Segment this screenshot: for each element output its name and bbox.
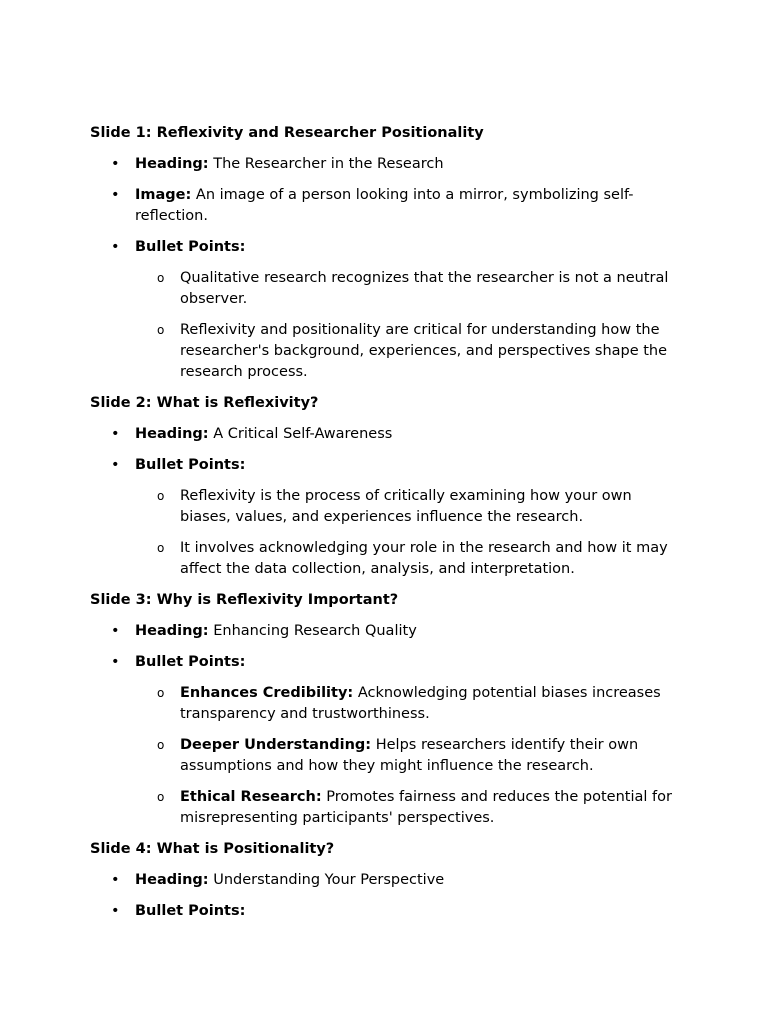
slide-3-bullet-points-item bbox=[90, 652, 680, 673]
circle-bullet-icon: o bbox=[157, 541, 165, 555]
slide-1-section bbox=[90, 123, 680, 383]
item-label: Bullet Points: bbox=[135, 457, 246, 473]
item-label: Heading: bbox=[135, 426, 209, 442]
slide-1-bullet-points-item bbox=[90, 237, 680, 258]
bullet-icon: • bbox=[111, 156, 120, 172]
bullet-icon: • bbox=[111, 426, 120, 442]
bullet-icon: • bbox=[111, 239, 120, 255]
subitem-label: Deeper Understanding: bbox=[180, 737, 372, 753]
item-label: Bullet Points: bbox=[135, 903, 246, 919]
slide-3-section bbox=[90, 590, 680, 829]
item-label: Bullet Points: bbox=[135, 654, 246, 670]
item-label: Heading: bbox=[135, 872, 209, 888]
slide-1-image-item bbox=[90, 185, 680, 227]
slide-2-subitem bbox=[90, 486, 680, 528]
slide-2-section bbox=[90, 393, 680, 580]
circle-bullet-icon: o bbox=[157, 271, 165, 285]
slide-3-title: Slide 3: Why is Reflexivity Important? bbox=[90, 592, 399, 608]
slide-1-subitem bbox=[90, 268, 680, 310]
circle-bullet-icon: o bbox=[157, 489, 165, 503]
subitem-text: Qualitative research recognizes that the researcher is not a neutral observer. bbox=[180, 270, 669, 307]
document-page bbox=[90, 123, 680, 932]
subitem-label: Ethical Research: bbox=[180, 789, 322, 805]
bullet-icon: • bbox=[111, 457, 120, 473]
item-label: Bullet Points: bbox=[135, 239, 246, 255]
slide-2-heading-item bbox=[90, 424, 680, 445]
item-text: An image of a person looking into a mirror, symbolizing self-reflection. bbox=[135, 187, 634, 224]
subitem-text: Reflexivity and positionality are critical for understanding how the researcher's background, experiences, and perspectives shape the research process. bbox=[180, 322, 668, 380]
subitem-label: Enhances Credibility: bbox=[180, 685, 354, 701]
slide-3-subitem bbox=[90, 735, 680, 777]
subitem-text: It involves acknowledging your role in the research and how it may affect the data collection, analysis, and interpretation. bbox=[180, 540, 668, 577]
subitem-text: Promotes fairness and reduces the potential for misrepresenting participants' perspectives. bbox=[180, 789, 672, 826]
subitem-text: Helps researchers identify their own assumptions and how they might influence the research. bbox=[180, 737, 639, 774]
slide-4-heading-item bbox=[90, 870, 680, 891]
item-label: Heading: bbox=[135, 623, 209, 639]
bullet-icon: • bbox=[111, 903, 120, 919]
slide-2-title: Slide 2: What is Reflexivity? bbox=[90, 395, 319, 411]
circle-bullet-icon: o bbox=[157, 738, 165, 752]
subitem-text: Reflexivity is the process of critically examining how your own biases, values, and experiences influence the research. bbox=[180, 488, 632, 525]
bullet-icon: • bbox=[111, 872, 120, 888]
slide-2-bullet-points-item bbox=[90, 455, 680, 476]
slide-1-subitem bbox=[90, 320, 680, 383]
item-label: Heading: bbox=[135, 156, 209, 172]
slide-1-heading-item bbox=[90, 154, 680, 175]
bullet-icon: • bbox=[111, 187, 120, 203]
circle-bullet-icon: o bbox=[157, 790, 165, 804]
item-label: Image: bbox=[135, 187, 192, 203]
circle-bullet-icon: o bbox=[157, 323, 165, 337]
bullet-icon: • bbox=[111, 654, 120, 670]
slide-1-title: Slide 1: Reflexivity and Researcher Positionality bbox=[90, 125, 484, 141]
slide-4-bullet-points-item bbox=[90, 901, 680, 922]
slide-4-title: Slide 4: What is Positionality? bbox=[90, 841, 335, 857]
item-text: The Researcher in the Research bbox=[208, 156, 444, 172]
item-text: A Critical Self-Awareness bbox=[208, 426, 393, 442]
slide-3-subitem bbox=[90, 787, 680, 829]
slide-3-heading-item bbox=[90, 621, 680, 642]
subitem-text: Acknowledging potential biases increases transparency and trustworthiness. bbox=[180, 685, 661, 722]
slide-3-subitem bbox=[90, 683, 680, 725]
circle-bullet-icon: o bbox=[157, 686, 165, 700]
item-text: Understanding Your Perspective bbox=[208, 872, 445, 888]
bullet-icon: • bbox=[111, 623, 120, 639]
slide-2-subitem bbox=[90, 538, 680, 580]
slide-4-section bbox=[90, 839, 680, 922]
item-text: Enhancing Research Quality bbox=[208, 623, 417, 639]
